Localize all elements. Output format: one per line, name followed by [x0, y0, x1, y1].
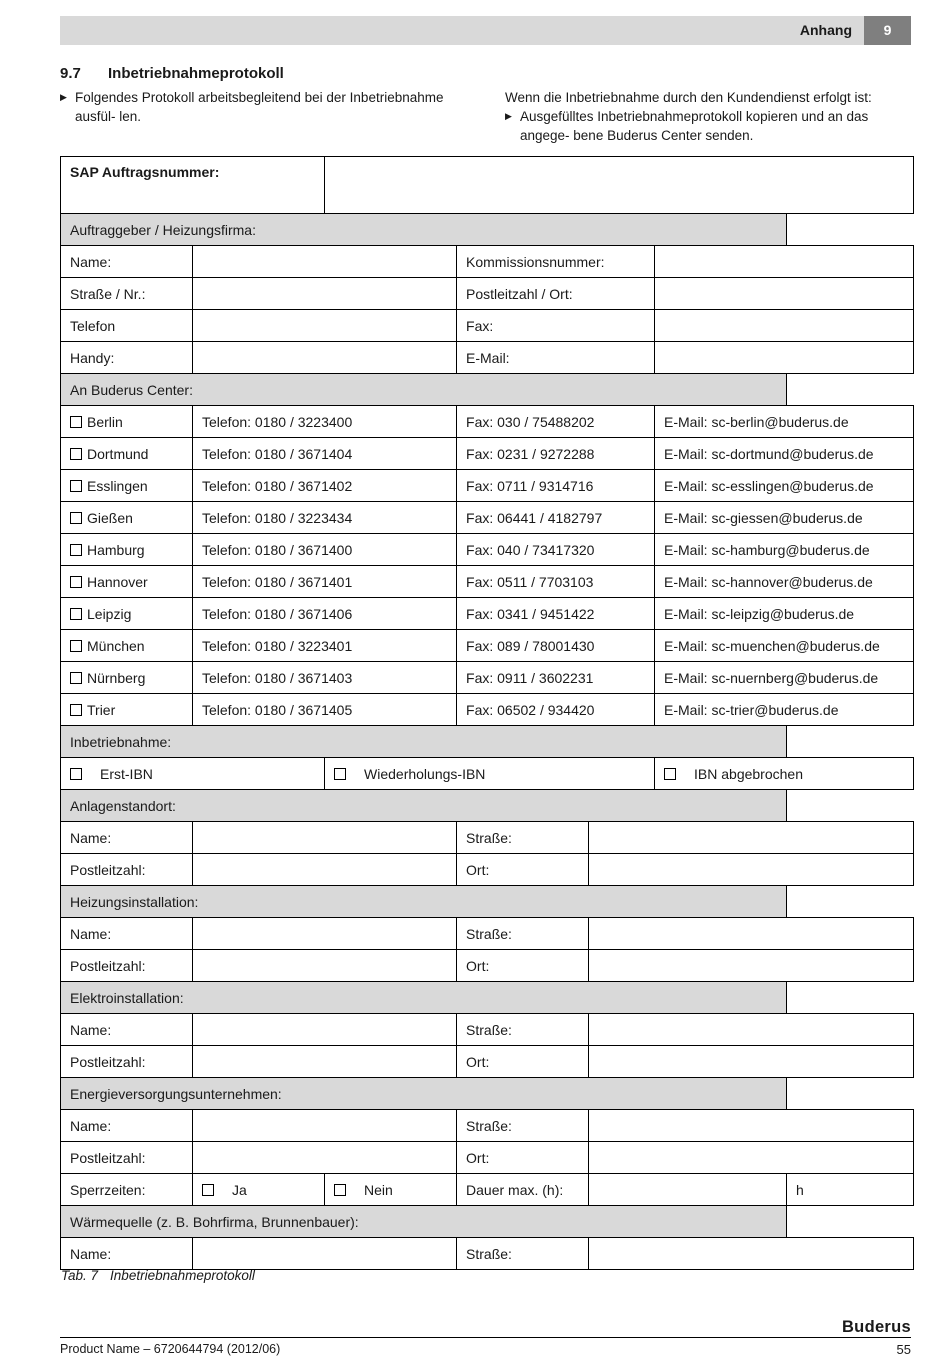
ibn-option[interactable] [655, 758, 914, 790]
ibn-option[interactable] [325, 758, 655, 790]
center-row [61, 534, 914, 566]
checkbox-icon[interactable] [70, 640, 82, 652]
duration-field[interactable] [589, 1174, 787, 1206]
section-row [61, 726, 914, 758]
address-row [61, 854, 914, 886]
center-phone: Telefon: 0180 / 3671406 [193, 598, 457, 630]
address-field[interactable] [193, 1110, 457, 1142]
address-field[interactable] [589, 1046, 914, 1078]
address-row [61, 1046, 914, 1078]
table-caption [61, 1268, 255, 1283]
center-phone: Telefon: 0180 / 3671400 [193, 534, 457, 566]
intro-right-text: Wenn die Inbetriebnahme durch den Kundendienst erfolgt ist: [505, 90, 872, 105]
center-checkbox-cell[interactable] [61, 662, 193, 694]
center-email: E-Mail: sc-hamburg@buderus.de [655, 534, 914, 566]
center-fax: Fax: 030 / 75488202 [457, 406, 655, 438]
intro-right-bullet: ▶ Ausgefülltes Inbetriebnahmeprotokoll kopieren und an das angege- bene Buderus Center senden. [505, 107, 910, 145]
checkbox-icon[interactable] [334, 768, 346, 780]
address-label: Straße: [457, 918, 589, 950]
center-city: München [87, 637, 145, 654]
section-row [61, 982, 914, 1014]
heat-source-section-heading: Wärmequelle (z. B. Bohrfirma, Brunnenbauer): [61, 1206, 787, 1238]
center-email: E-Mail: sc-nuernberg@buderus.de [655, 662, 914, 694]
center-section-heading: An Buderus Center: [61, 374, 787, 406]
address-field[interactable] [589, 854, 914, 886]
center-city: Gießen [87, 509, 133, 526]
center-checkbox-cell[interactable] [61, 502, 193, 534]
address-label: Straße: [457, 1014, 589, 1046]
client-label: Telefon [61, 310, 193, 342]
center-fax: Fax: 0911 / 3602231 [457, 662, 655, 694]
ibn-option-label: Wiederholungs-IBN [364, 765, 486, 782]
address-label: Straße: [457, 1110, 589, 1142]
address-label: Ort: [457, 1142, 589, 1174]
center-city: Nürnberg [87, 669, 146, 686]
section-title-text: Inbetriebnahmeprotokoll [108, 65, 284, 82]
address-field[interactable] [589, 1142, 914, 1174]
intro-right [505, 88, 910, 145]
caption-text: Inbetriebnahmeprotokoll [110, 1268, 255, 1283]
client-row [61, 310, 914, 342]
address-label: Straße: [457, 1238, 589, 1270]
section-row [61, 1078, 914, 1110]
address-row [61, 1238, 914, 1270]
header-bar [60, 16, 864, 45]
address-row [61, 918, 914, 950]
center-city: Esslingen [87, 477, 148, 494]
section-row [61, 886, 914, 918]
checkbox-icon[interactable] [70, 512, 82, 524]
client-field[interactable] [193, 278, 457, 310]
page-number: 55 [896, 1342, 911, 1357]
checkbox-icon[interactable] [334, 1184, 346, 1196]
blocking-no[interactable] [325, 1174, 457, 1206]
address-label: Name: [61, 918, 193, 950]
client-field[interactable] [655, 342, 914, 374]
checkbox-icon[interactable] [70, 576, 82, 588]
heating-section-heading: Heizungsinstallation: [61, 886, 787, 918]
intro-left [60, 88, 475, 126]
chapter-number: 9 [864, 16, 911, 45]
address-field[interactable] [193, 950, 457, 982]
center-city: Dortmund [87, 445, 149, 462]
section-number: 9.7 [60, 65, 81, 82]
center-city: Leipzig [87, 605, 132, 622]
client-label: Handy: [61, 342, 193, 374]
address-field[interactable] [193, 918, 457, 950]
client-field[interactable] [193, 246, 457, 278]
center-fax: Fax: 089 / 78001430 [457, 630, 655, 662]
center-fax: Fax: 040 / 73417320 [457, 534, 655, 566]
client-section-heading: Auftraggeber / Heizungsfirma: [61, 214, 787, 246]
address-row [61, 822, 914, 854]
checkbox-icon[interactable] [70, 704, 82, 716]
address-label: Name: [61, 822, 193, 854]
center-phone: Telefon: 0180 / 3223400 [193, 406, 457, 438]
center-phone: Telefon: 0180 / 3223401 [193, 630, 457, 662]
address-field[interactable] [193, 1142, 457, 1174]
header-section: Anhang [799, 22, 852, 38]
address-field[interactable] [193, 854, 457, 886]
center-fax: Fax: 0711 / 9314716 [457, 470, 655, 502]
address-label: Postleitzahl: [61, 950, 193, 982]
footer-product: Product Name – 6720644794 (2012/06) [60, 1342, 281, 1356]
address-row [61, 1142, 914, 1174]
client-field[interactable] [193, 342, 457, 374]
client-label: Fax: [457, 310, 655, 342]
sap-row [61, 157, 914, 214]
brand-logo: Buderus [841, 1318, 911, 1336]
address-field[interactable] [193, 1014, 457, 1046]
center-email: E-Mail: sc-berlin@buderus.de [655, 406, 914, 438]
center-city: Hannover [87, 573, 148, 590]
address-field[interactable] [589, 1238, 914, 1270]
checkbox-icon[interactable] [70, 608, 82, 620]
intro-left-bullet: ▶ Folgendes Protokoll arbeitsbegleitend bei der Inbetriebnahme ausfül- len. [60, 88, 475, 126]
address-field[interactable] [193, 1046, 457, 1078]
address-field[interactable] [193, 1238, 457, 1270]
address-label: Ort: [457, 854, 589, 886]
center-email: E-Mail: sc-leipzig@buderus.de [655, 598, 914, 630]
address-row [61, 1110, 914, 1142]
energy-section-heading: Energieversorgungsunternehmen: [61, 1078, 787, 1110]
center-row [61, 470, 914, 502]
blocking-yes[interactable] [193, 1174, 325, 1206]
address-field[interactable] [589, 1110, 914, 1142]
center-phone: Telefon: 0180 / 3223434 [193, 502, 457, 534]
checkbox-icon[interactable] [70, 768, 82, 780]
address-field[interactable] [589, 918, 914, 950]
address-label: Name: [61, 1014, 193, 1046]
address-label: Name: [61, 1238, 193, 1270]
ibn-option[interactable] [61, 758, 325, 790]
address-field[interactable] [589, 950, 914, 982]
client-field[interactable] [193, 310, 457, 342]
site-section-heading: Anlagenstandort: [61, 790, 787, 822]
address-label: Postleitzahl: [61, 854, 193, 886]
center-city: Berlin [87, 413, 123, 430]
center-phone: Telefon: 0180 / 3671402 [193, 470, 457, 502]
address-label: Ort: [457, 1046, 589, 1078]
center-phone: Telefon: 0180 / 3671404 [193, 438, 457, 470]
center-row [61, 438, 914, 470]
center-fax: Fax: 06441 / 4182797 [457, 502, 655, 534]
client-row [61, 246, 914, 278]
client-field[interactable] [655, 310, 914, 342]
address-label: Postleitzahl: [61, 1046, 193, 1078]
center-email: E-Mail: sc-muenchen@buderus.de [655, 630, 914, 662]
center-phone: Telefon: 0180 / 3671401 [193, 566, 457, 598]
address-label: Name: [61, 1110, 193, 1142]
section-title [60, 65, 284, 82]
checkbox-icon[interactable] [70, 416, 82, 428]
blocking-yes-label: Ja [232, 1181, 247, 1198]
center-email: E-Mail: sc-giessen@buderus.de [655, 502, 914, 534]
electro-section-heading: Elektroinstallation: [61, 982, 787, 1014]
section-row [61, 790, 914, 822]
address-row [61, 950, 914, 982]
center-city: Hamburg [87, 541, 145, 558]
center-email: E-Mail: sc-dortmund@buderus.de [655, 438, 914, 470]
center-row [61, 598, 914, 630]
duration-unit: h [787, 1174, 914, 1206]
center-row [61, 694, 914, 726]
client-row [61, 278, 914, 310]
protocol-body [61, 157, 914, 1270]
center-email: E-Mail: sc-trier@buderus.de [655, 694, 914, 726]
center-city: Trier [87, 701, 116, 718]
address-label: Ort: [457, 950, 589, 982]
center-row [61, 502, 914, 534]
checkbox-icon[interactable] [664, 768, 676, 780]
address-row [61, 1014, 914, 1046]
checkbox-icon[interactable] [70, 480, 82, 492]
ibn-option-label: IBN abgebrochen [694, 765, 803, 782]
address-label: Postleitzahl: [61, 1142, 193, 1174]
checkbox-icon[interactable] [70, 672, 82, 684]
sap-field[interactable] [325, 157, 914, 214]
center-fax: Fax: 0231 / 9272288 [457, 438, 655, 470]
address-field[interactable] [193, 822, 457, 854]
section-row [61, 1206, 914, 1238]
footer-rule [60, 1337, 911, 1338]
ibn-option-label: Erst-IBN [100, 765, 153, 782]
center-fax: Fax: 0511 / 7703103 [457, 566, 655, 598]
center-checkbox-cell[interactable] [61, 438, 193, 470]
client-field[interactable] [655, 278, 914, 310]
center-email: E-Mail: sc-esslingen@buderus.de [655, 470, 914, 502]
center-checkbox-cell[interactable] [61, 694, 193, 726]
center-checkbox-cell[interactable] [61, 598, 193, 630]
center-fax: Fax: 0341 / 9451422 [457, 598, 655, 630]
address-label: Straße: [457, 822, 589, 854]
checkbox-icon[interactable] [202, 1184, 214, 1196]
ibn-section-heading: Inbetriebnahme: [61, 726, 787, 758]
commissioning-protocol-table [60, 156, 914, 1270]
checkbox-icon[interactable] [70, 448, 82, 460]
section-row [61, 214, 914, 246]
center-row [61, 406, 914, 438]
client-label: Postleitzahl / Ort: [457, 278, 655, 310]
client-row [61, 342, 914, 374]
sap-label: SAP Auftragsnummer: [61, 157, 325, 214]
duration-label: Dauer max. (h): [457, 1174, 589, 1206]
center-email: E-Mail: sc-hannover@buderus.de [655, 566, 914, 598]
ibn-row [61, 758, 914, 790]
blocking-label: Sperrzeiten: [61, 1174, 193, 1206]
blocking-row [61, 1174, 914, 1206]
address-field[interactable] [589, 1014, 914, 1046]
center-checkbox-cell[interactable] [61, 406, 193, 438]
center-checkbox-cell[interactable] [61, 534, 193, 566]
client-label: E-Mail: [457, 342, 655, 374]
center-row [61, 630, 914, 662]
center-checkbox-cell[interactable] [61, 566, 193, 598]
client-label: Kommissionsnummer: [457, 246, 655, 278]
client-label: Name: [61, 246, 193, 278]
client-field[interactable] [655, 246, 914, 278]
blocking-no-label: Nein [364, 1181, 393, 1198]
address-field[interactable] [589, 822, 914, 854]
center-fax: Fax: 06502 / 934420 [457, 694, 655, 726]
center-phone: Telefon: 0180 / 3671403 [193, 662, 457, 694]
caption-number: Tab. 7 [61, 1268, 99, 1283]
center-checkbox-cell[interactable] [61, 470, 193, 502]
checkbox-icon[interactable] [70, 544, 82, 556]
section-row [61, 374, 914, 406]
client-label: Straße / Nr.: [61, 278, 193, 310]
center-phone: Telefon: 0180 / 3671405 [193, 694, 457, 726]
center-row [61, 662, 914, 694]
center-checkbox-cell[interactable] [61, 630, 193, 662]
center-row [61, 566, 914, 598]
